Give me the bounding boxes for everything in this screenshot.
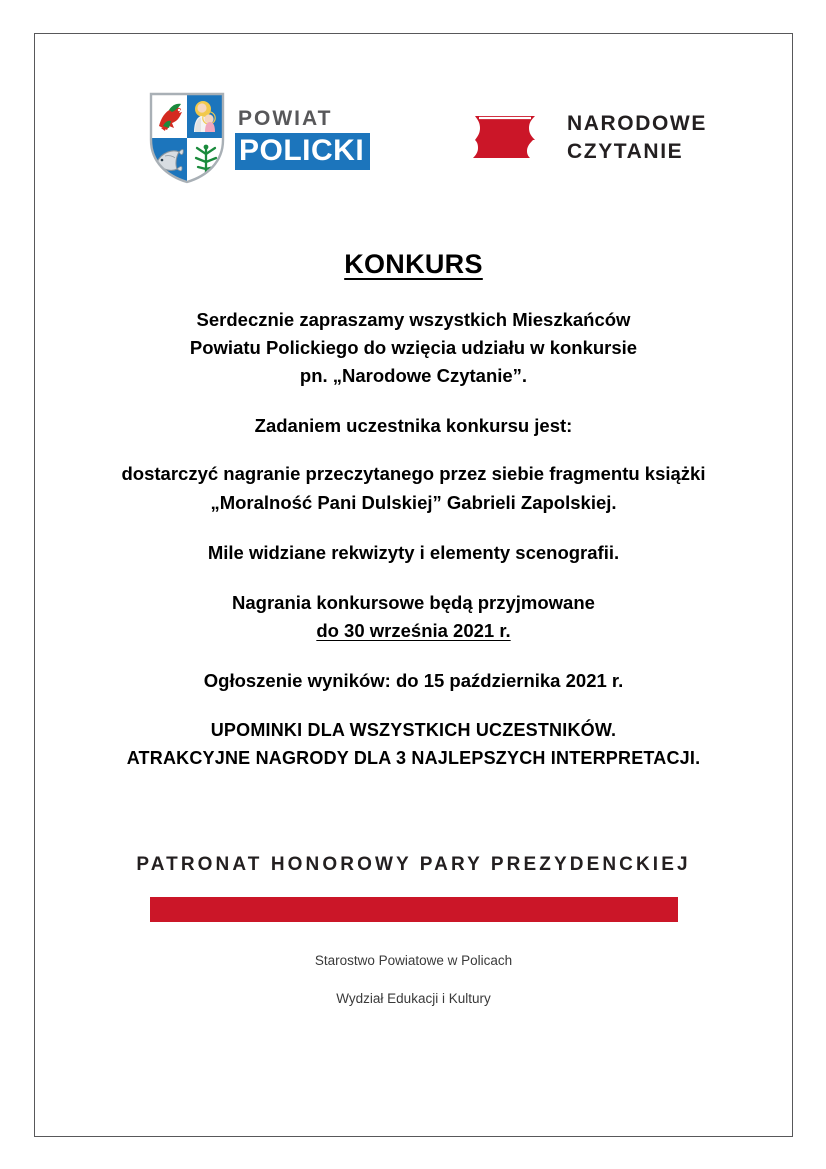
policki-label: POLICKI <box>235 133 370 170</box>
prizes-line-1: UPOMINKI DLA WSZYSTKICH UCZESTNIKÓW. <box>210 720 617 741</box>
powiat-policki-logo <box>149 92 370 184</box>
narodowe-czytanie-logo <box>467 110 707 165</box>
czytanie-label: CZYTANIE <box>567 139 684 163</box>
footer-department: Wydział Edukacji i Kultury <box>336 990 491 1006</box>
patronage-title: PATRONAT HONOROWY PARY PREZYDENCKIEJ <box>136 854 691 875</box>
invitation-line-2: Powiatu Polickiego do wzięcia udziału w konkursie <box>189 337 638 359</box>
submission-line-1: Nagrania konkursowe będą przyjmowane <box>232 591 595 613</box>
powiat-policki-wordmark <box>235 108 370 170</box>
task-line-2: „Moralność Pani Dulskiej” Gabrieli Zapolskiej. <box>210 491 617 513</box>
invitation-line-1: Serdecznie zapraszamy wszystkich Mieszkańców <box>196 309 631 330</box>
footer-office: Starostwo Powiatowe w Policach <box>314 953 513 968</box>
footer-block <box>35 954 792 1029</box>
logo-band <box>35 92 792 222</box>
invitation-paragraph <box>35 306 792 390</box>
results-line: Ogłoszenie wyników: do 15 października 2021 r. <box>203 669 624 691</box>
prizes-paragraph <box>35 717 792 773</box>
submission-deadline: do 30 września 2021 r. <box>316 619 511 641</box>
narodowe-czytanie-wordmark <box>567 110 707 165</box>
task-heading: Zadaniem uczestnika konkursu jest: <box>254 415 573 437</box>
props-note: Mile widziane rekwizyty i elementy scenografii. <box>207 541 620 563</box>
open-book-icon <box>467 110 545 165</box>
task-paragraph <box>35 460 792 516</box>
patronage-block <box>35 854 792 922</box>
poster-page <box>34 33 793 1137</box>
submission-paragraph <box>35 589 792 645</box>
task-line-1: dostarczyć nagranie przeczytanego przez siebie fragmentu książki <box>121 463 706 485</box>
patronage-red-bar <box>150 897 678 922</box>
page-title: KONKURS <box>344 249 483 279</box>
invitation-line-3: pn. „Narodowe Czytanie”. <box>299 365 528 387</box>
powiat-label: POWIAT <box>238 107 333 131</box>
prizes-line-2: ATRAKCYJNE NAGRODY DLA 3 NAJLEPSZYCH INTERPRETACJI. <box>126 747 701 768</box>
powiat-policki-coat-of-arms-icon <box>149 92 225 184</box>
poster-content <box>35 249 792 795</box>
narodowe-label: NARODOWE <box>567 112 707 135</box>
